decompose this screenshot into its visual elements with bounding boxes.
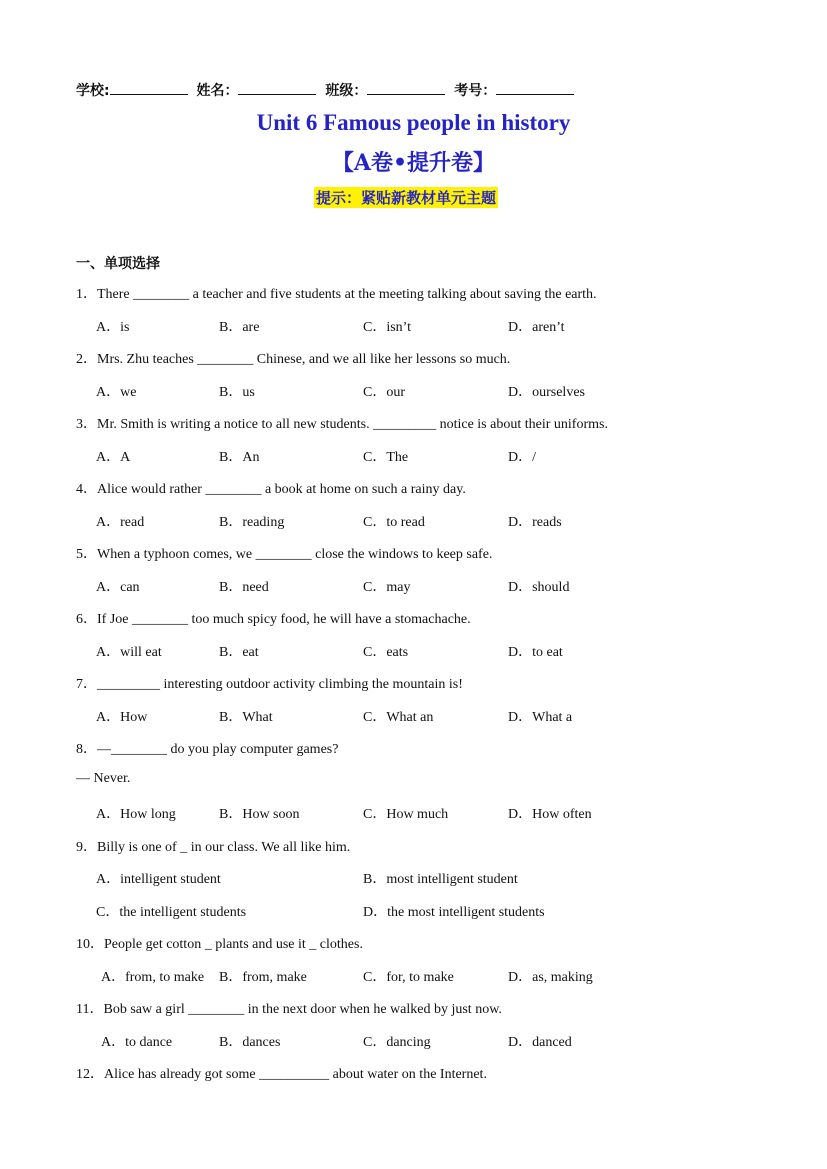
option-d[interactable]: D．as, making bbox=[508, 970, 593, 985]
name-label: 姓名： bbox=[196, 83, 239, 99]
option-d[interactable]: D．danced bbox=[508, 1035, 572, 1050]
option-d[interactable]: D．/ bbox=[508, 450, 536, 465]
option-c[interactable]: C．The bbox=[363, 450, 409, 465]
option-d[interactable]: D．How often bbox=[508, 807, 592, 822]
option-a[interactable]: A．How bbox=[96, 710, 148, 725]
option-b[interactable]: B．from, make bbox=[219, 970, 307, 985]
question-stem: 10．People get cotton _ plants and use it _ clothes. bbox=[76, 937, 363, 952]
question-stem: 12．Alice has already got some __________ about water on the Internet. bbox=[76, 1067, 487, 1082]
class-blank[interactable] bbox=[367, 82, 445, 95]
option-a[interactable]: A．from, to make bbox=[101, 970, 205, 985]
option-b[interactable]: B．An bbox=[219, 450, 260, 465]
option-c[interactable]: C．for, to make bbox=[363, 970, 454, 985]
option-a[interactable]: A．we bbox=[96, 385, 137, 400]
option-d[interactable]: D．reads bbox=[508, 515, 562, 530]
option-a[interactable]: A．read bbox=[96, 515, 145, 530]
name-blank[interactable] bbox=[238, 82, 316, 95]
question-stem: 8．—________ do you play computer games? bbox=[76, 742, 339, 757]
question-stem: 5．When a typhoon comes, we ________ close the windows to keep safe. bbox=[76, 547, 493, 562]
school-label: 学校: bbox=[76, 83, 110, 99]
student-info-line bbox=[76, 80, 578, 100]
option-d[interactable]: D．aren’t bbox=[508, 320, 565, 335]
option-b[interactable]: B．How soon bbox=[219, 807, 300, 822]
question-stem: 1．There ________ a teacher and five students at the meeting talking about saving the earth. bbox=[76, 287, 597, 302]
exam-number-blank[interactable] bbox=[496, 82, 574, 95]
option-c[interactable]: C．What an bbox=[363, 710, 434, 725]
option-a[interactable]: A．intelligent student bbox=[96, 872, 221, 887]
hint-banner: 提示：紧贴新教材单元主题 bbox=[316, 189, 497, 207]
class-label: 班级： bbox=[325, 83, 368, 99]
option-a[interactable]: A．A bbox=[96, 450, 131, 465]
option-c[interactable]: C．dancing bbox=[363, 1035, 431, 1050]
option-c[interactable]: C．eats bbox=[363, 645, 409, 660]
dialogue-reply: — Never. bbox=[76, 771, 131, 786]
option-c[interactable]: C．may bbox=[363, 580, 411, 595]
option-d[interactable]: D．What a bbox=[508, 710, 573, 725]
option-b[interactable]: B．are bbox=[219, 320, 260, 335]
option-a[interactable]: A．will eat bbox=[96, 645, 162, 660]
option-d[interactable]: D．the most intelligent students bbox=[363, 905, 545, 920]
question-stem: 3．Mr. Smith is writing a notice to all new students. _________ notice is about their uniforms. bbox=[76, 417, 608, 432]
option-c[interactable]: C．isn’t bbox=[363, 320, 411, 335]
question-stem: 6．If Joe ________ too much spicy food, he will have a stomachache. bbox=[76, 612, 471, 627]
exam-number-label: 考号： bbox=[454, 83, 497, 99]
option-b[interactable]: B．most intelligent student bbox=[363, 872, 518, 887]
option-a[interactable]: A．can bbox=[96, 580, 140, 595]
option-b[interactable]: B．us bbox=[219, 385, 255, 400]
option-a[interactable]: A．How long bbox=[96, 807, 176, 822]
option-b[interactable]: B．eat bbox=[219, 645, 259, 660]
option-b[interactable]: B．reading bbox=[219, 515, 285, 530]
question-stem: 9．Billy is one of _ in our class. We all like him. bbox=[76, 840, 351, 855]
question-stem: 11．Bob saw a girl ________ in the next door when he walked by just now. bbox=[76, 1002, 502, 1017]
option-b[interactable]: B．need bbox=[219, 580, 269, 595]
paper-subtitle: 【A卷•提升卷】 bbox=[331, 150, 496, 176]
page-title: Unit 6 Famous people in history bbox=[256, 110, 571, 135]
option-b[interactable]: B．dances bbox=[219, 1035, 281, 1050]
option-d[interactable]: D．to eat bbox=[508, 645, 563, 660]
option-c[interactable]: C．the intelligent students bbox=[96, 905, 247, 920]
option-a[interactable]: A．is bbox=[96, 320, 130, 335]
option-d[interactable]: D．should bbox=[508, 580, 570, 595]
option-b[interactable]: B．What bbox=[219, 710, 273, 725]
section-heading: 一、单项选择 bbox=[76, 256, 160, 272]
option-c[interactable]: C．How much bbox=[363, 807, 449, 822]
question-stem: 7．_________ interesting outdoor activity climbing the mountain is! bbox=[76, 677, 463, 692]
option-d[interactable]: D．ourselves bbox=[508, 385, 585, 400]
option-c[interactable]: C．to read bbox=[363, 515, 425, 530]
option-c[interactable]: C．our bbox=[363, 385, 405, 400]
option-a[interactable]: A．to dance bbox=[101, 1035, 173, 1050]
question-stem: 4．Alice would rather ________ a book at home on such a rainy day. bbox=[76, 482, 466, 497]
school-blank[interactable] bbox=[110, 82, 188, 95]
question-stem: 2．Mrs. Zhu teaches ________ Chinese, and we all like her lessons so much. bbox=[76, 352, 511, 367]
